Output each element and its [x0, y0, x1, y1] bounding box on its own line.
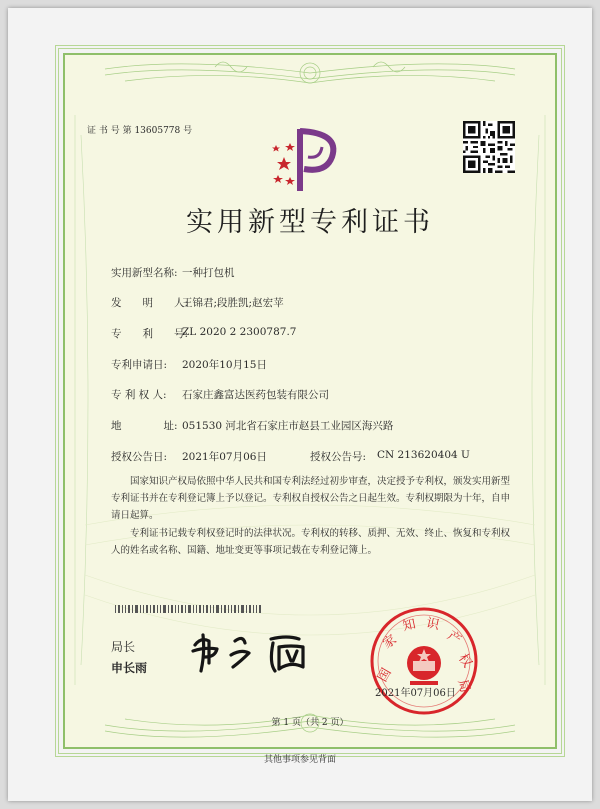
field-value-utility-model-name: 一种打包机 — [182, 267, 235, 279]
field-label-address: 地 址: — [111, 420, 178, 432]
signer-name: 申长雨 — [111, 661, 148, 675]
legal-status-paragraph: 专利证书记载专利权登记时的法律状况。专利权的转移、质押、无效、终止、恢复和专利权人的姓名或名称、国籍、地址变更等事项记载在专利登记簿上。 — [111, 528, 511, 556]
official-seal-icon — [368, 605, 480, 717]
svg-text:产: 产 — [444, 628, 464, 649]
seal-date: 2021年07月06日 — [375, 688, 456, 699]
field-value-address: 051530 河北省石家庄市赵县工业园区海兴路 — [182, 420, 394, 432]
field-value-inventors: 王锦君;段胜凯;赵宏苹 — [182, 297, 284, 309]
svg-text:局: 局 — [454, 677, 473, 695]
field-value-application-date: 2020年10月15日 — [182, 359, 267, 371]
svg-text:国: 国 — [375, 665, 395, 685]
field-value-grant-date: 2021年07月06日 — [182, 451, 267, 463]
field-label-patentee: 专 利 权 人: — [111, 389, 167, 401]
field-value-announcement-number: CN 213620404 U — [377, 449, 470, 461]
field-label-inventors: 发 明 人: — [111, 297, 189, 309]
field-label-patent-number: 专 利 号: — [111, 328, 189, 340]
field-label-announcement-number: 授权公告号: — [310, 451, 367, 463]
certificate-frame — [8, 8, 592, 801]
field-value-patentee: 石家庄鑫富达医药包装有限公司 — [182, 389, 329, 401]
page-info: 第 1 页（共 2 页） — [271, 718, 349, 728]
svg-text:权: 权 — [454, 651, 475, 671]
field-label-application-date: 专利申请日: — [111, 359, 168, 371]
svg-text:识: 识 — [424, 615, 441, 634]
qr-code-icon — [463, 121, 515, 173]
svg-text:知: 知 — [401, 616, 418, 635]
field-label-utility-model-name: 实用新型名称: — [111, 267, 178, 279]
cnipa-logo-icon — [270, 117, 350, 197]
certificate-number: 证 书 号 第 13605778 号 — [87, 126, 193, 136]
field-label-grant-date: 授权公告日: — [111, 451, 168, 463]
certificate-title: 实用新型专利证书 — [186, 207, 434, 238]
back-side-note: 其他事项参见背面 — [263, 755, 336, 765]
barcode-icon — [115, 605, 263, 613]
certificate-sheet — [63, 53, 557, 749]
field-value-patent-number: ZL 2020 2 2300787.7 — [182, 326, 297, 338]
grant-statement-paragraph: 国家知识产权局依照中华人民共和国专利法经过初步审查，决定授予专利权，颁发实用新型专利证书并在专利登记簿上予以登记。专利权自授权公告之日起生效。专利权期限为十年，自申请日起算。 — [111, 476, 511, 521]
handwritten-signature-icon — [187, 627, 317, 675]
svg-text:家: 家 — [380, 632, 400, 653]
signer-title: 局长 — [111, 640, 136, 654]
